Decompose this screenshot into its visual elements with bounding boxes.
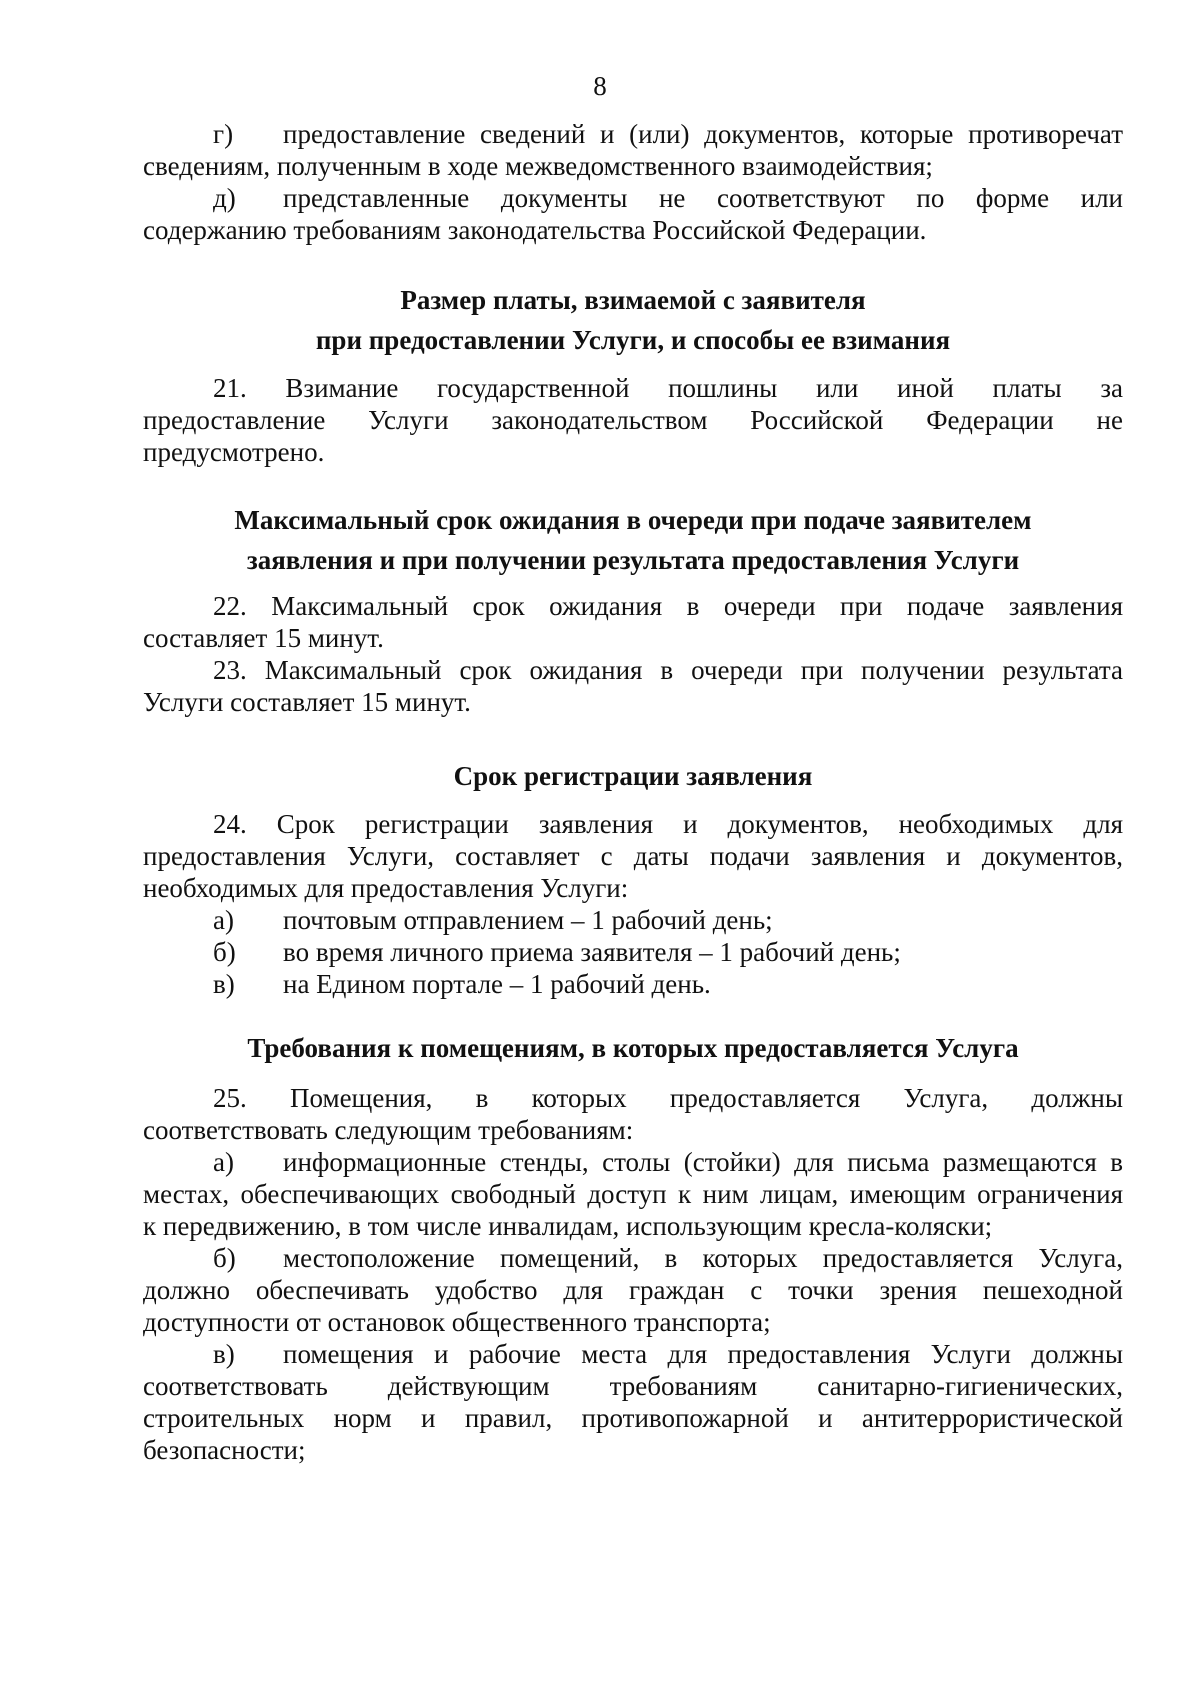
paragraph-line: соответствовать следующим требованиям: (143, 1115, 634, 1145)
paragraph-line: 23. Максимальный срок ожидания в очереди при получении результата (213, 655, 1123, 685)
heading-line: Срок регистрации заявления (453, 761, 813, 791)
paragraph-line: необходимых для предоставления Услуги: (143, 873, 629, 903)
list-item (143, 936, 1123, 968)
list-text: местоположение помещений, в которых предоставляется Услуга, (283, 1243, 1123, 1273)
list-item-g (143, 118, 1123, 150)
list-marker: д) (213, 183, 236, 213)
section-heading-fee (143, 280, 1123, 360)
heading-line: Максимальный срок ожидания в очереди при подаче заявителем (234, 505, 1032, 535)
paragraphs-22-23 (143, 590, 1123, 718)
list-text-continued: к передвижению, в том числе инвалидам, использующим кресла-коляски; (143, 1211, 993, 1241)
list-text-continued: строительных норм и правил, противопожарной и антитеррористической (143, 1403, 1123, 1433)
list-text-continued: содержанию требованиям законодательства Российской Федерации. (143, 215, 927, 245)
list-item (143, 968, 1123, 1000)
list-text: на Едином портале – 1 рабочий день. (283, 969, 711, 999)
list-text: помещения и рабочие места для предоставления Услуги должны (283, 1339, 1123, 1369)
list-text-continued: доступности от остановок общественного транспорта; (143, 1307, 771, 1337)
list-marker: б) (213, 1243, 236, 1273)
paragraph-line: Услуги составляет 15 минут. (143, 687, 471, 717)
paragraph-line: предоставление Услуги законодательством Российской Федерации не (143, 405, 1123, 435)
list-text: представленные документы не соответствуют по форме или (283, 183, 1123, 213)
paragraph-line: 21. Взимание государственной пошлины или иной платы за (213, 373, 1123, 403)
heading-line: Размер платы, взимаемой с заявителя (400, 285, 866, 315)
list-marker: а) (213, 1147, 234, 1177)
list-item-v (143, 1338, 1123, 1370)
paragraph-line: предоставления Услуги, составляет с даты подачи заявления и документов, (143, 841, 1123, 871)
list-text-continued: местах, обеспечивающих свободный доступ к ним лицам, имеющим ограничения (143, 1179, 1123, 1209)
paragraph-21 (143, 372, 1123, 468)
list-text: информационные стенды, столы (стойки) для письма размещаются в (283, 1147, 1123, 1177)
paragraph-24 (143, 808, 1123, 1000)
paragraph-line: 24. Срок регистрации заявления и документов, необходимых для (213, 809, 1123, 839)
list-text-continued: безопасности; (143, 1435, 306, 1465)
paragraph-line: составляет 15 минут. (143, 623, 384, 653)
paragraph-line: 22. Максимальный срок ожидания в очереди при подаче заявления (213, 591, 1123, 621)
list-marker: в) (213, 969, 235, 999)
list-item-b (143, 1242, 1123, 1274)
list-text: предоставление сведений и (или) документов, которые противоречат (283, 119, 1123, 149)
section-heading-registration (143, 756, 1123, 796)
list-marker: в) (213, 1339, 235, 1369)
page-number: 8 (593, 71, 607, 101)
list-item-a (143, 1146, 1123, 1178)
list-text-continued: соответствовать действующим требованиям санитарно-гигиенических, (143, 1371, 1123, 1401)
list-text-continued: сведениям, полученным в ходе межведомственного взаимодействия; (143, 151, 933, 181)
list-text: во время личного приема заявителя – 1 рабочий день; (283, 937, 901, 967)
paragraph-line: предусмотрено. (143, 437, 325, 467)
list-item (143, 904, 1123, 936)
list-marker: г) (213, 119, 234, 149)
paragraph-25 (143, 1082, 1123, 1466)
heading-line: заявления и при получении результата предоставления Услуги (246, 545, 1020, 575)
list-text-continued: должно обеспечивать удобство для граждан с точки зрения пешеходной (143, 1275, 1123, 1305)
section-heading-queue (143, 500, 1123, 580)
paragraph-line: 25. Помещения, в которых предоставляется Услуга, должны (213, 1083, 1123, 1113)
list-marker: б) (213, 937, 236, 967)
section-heading-premises (143, 1028, 1123, 1068)
list-text: почтовым отправлением – 1 рабочий день; (283, 905, 773, 935)
grounds-list (143, 118, 1123, 246)
heading-line: Требования к помещениям, в которых предоставляется Услуга (247, 1033, 1019, 1063)
heading-line: при предоставлении Услуги, и способы ее взимания (315, 325, 951, 355)
list-marker: а) (213, 905, 234, 935)
list-item-d (143, 182, 1123, 214)
